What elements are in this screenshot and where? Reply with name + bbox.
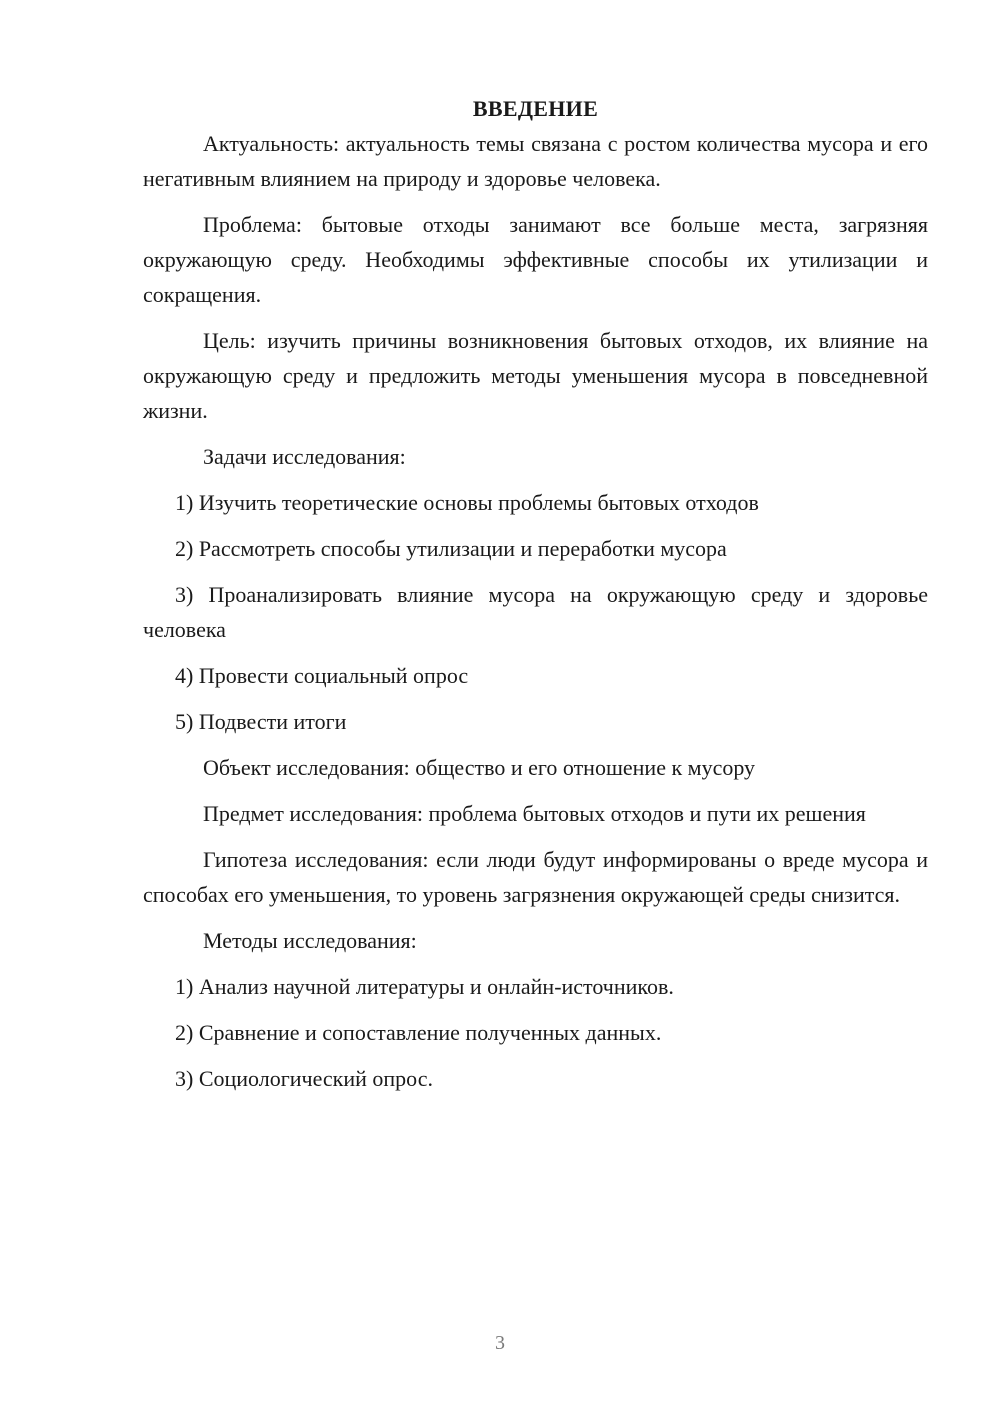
- page-number: 3: [495, 1332, 505, 1354]
- list-item: 3) Социологический опрос.: [175, 1066, 433, 1091]
- list-item: 2) Сравнение и сопоставление полученных данных.: [175, 1020, 662, 1045]
- paragraph: Предмет исследования: проблема бытовых отходов и пути их решения: [203, 801, 866, 826]
- paragraph: Актуальность: актуальность темы связана с ростом количества мусора и его негативным влиянием на природу и здоровье человека.: [143, 131, 928, 191]
- list-item: 3) Проанализировать влияние мусора на окружающую среду и здоровье человека: [143, 582, 928, 642]
- list-item: 2) Рассмотреть способы утилизации и переработки мусора: [175, 536, 727, 561]
- paragraph: Методы исследования:: [203, 928, 417, 953]
- paragraph: Гипотеза исследования: если люди будут информированы о вреде мусора и способах его уменьшения, то уровень загрязнения окружающей среды снизится.: [143, 847, 928, 907]
- paragraph: Объект исследования: общество и его отношение к мусору: [203, 755, 756, 780]
- list-item: 1) Анализ научной литературы и онлайн-источников.: [175, 974, 674, 999]
- paragraph: Проблема: бытовые отходы занимают все больше места, загрязняя окружающую среду. Необходимы эффективные способы их утилизации и сокращения.: [143, 212, 928, 307]
- paragraph: Цель: изучить причины возникновения бытовых отходов, их влияние на окружающую среду и предложить методы уменьшения мусора в повседневной жизни.: [143, 328, 928, 423]
- document-page: [143, 92, 928, 1096]
- paragraph: Задачи исследования:: [203, 444, 406, 469]
- document-body: [143, 126, 928, 1096]
- list-item: 4) Провести социальный опрос: [175, 663, 469, 688]
- list-item: 5) Подвести итоги: [175, 709, 347, 734]
- page-title: ВВЕДЕНИЕ: [472, 96, 599, 121]
- list-item: 1) Изучить теоретические основы проблемы бытовых отходов: [175, 490, 759, 515]
